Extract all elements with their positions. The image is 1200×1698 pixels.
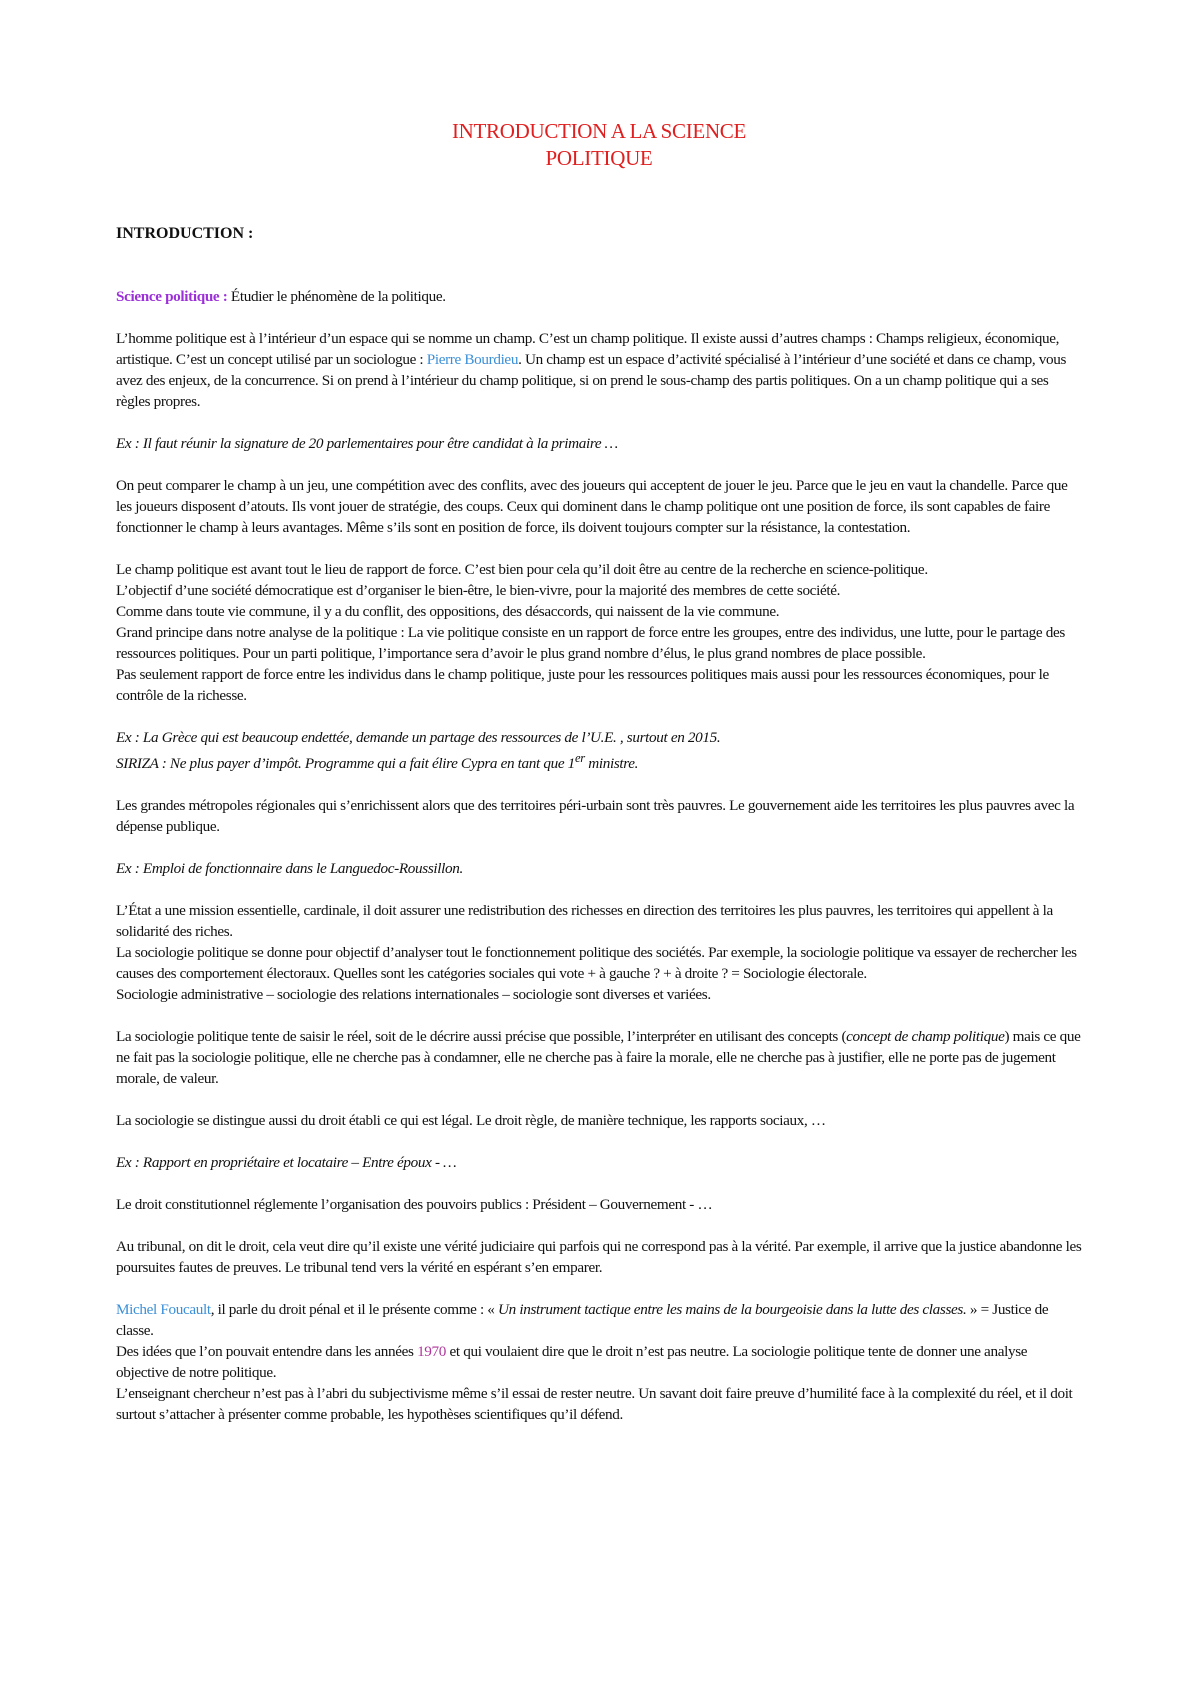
paragraph-line: Comme dans toute vie commune, il y a du conflit, des oppositions, des désaccords, qui naissent de la vie commune.: [116, 603, 780, 620]
paragraph-line: L’objectif d’une société démocratique est d’organiser le bien-être, le bien-vivre, pour la majorité des membres de cette société.: [116, 582, 841, 599]
document-title: [116, 118, 1082, 172]
paragraph-line: La sociologie politique se donne pour objectif d’analyser tout le fonctionnement politique des sociétés. Par exemple, la sociologie politique va essayer de rechercher les causes des comportement électoraux. Quelles sont les catégories sociales qui vote + à gauche ? + à droite ? = Sociologie électorale.: [116, 944, 1077, 983]
example-grece: [116, 727, 1082, 774]
definition-text: Étudier le phénomène de la politique.: [227, 288, 446, 305]
italic-concept: concept de champ politique: [846, 1028, 1005, 1046]
example-line: [116, 748, 1082, 774]
constitutionnel-paragraph: Le droit constitutionnel réglemente l’organisation des pouvoirs publics : Président – Gouvernement - …: [116, 1196, 713, 1214]
text-run: SIRIZA : Ne plus payer d’impôt. Programme qui a fait élire Cypra en tant que 1: [116, 755, 575, 773]
rapport-force-block: [116, 559, 1082, 706]
text-run: » = Justice de classe.: [116, 1301, 1049, 1340]
example-primaire: Ex : Il faut réunir la signature de 20 parlementaires pour être candidat à la primaire …: [116, 435, 618, 452]
text-run: Des idées que l’on pouvait entendre dans les années: [116, 1343, 418, 1361]
foucault-block: [116, 1299, 1082, 1425]
paragraph-line: Le champ politique est avant tout le lieu de rapport de force. C’est bien pour cela qu’il doit être au centre de la recherche en science-politique.: [116, 561, 928, 578]
paragraph-line: Pas seulement rapport de force entre les individus dans le champ politique, juste pour les ressources politiques mais aussi pour les ressources économiques, pour le contrôle de la richesse.: [116, 666, 1049, 704]
example-line: Ex : La Grèce qui est beaucoup endettée, demande un partage des ressources de l’U.E. , surtout en 2015.: [116, 729, 721, 746]
definition-paragraph: [116, 286, 1082, 307]
etat-block: [116, 900, 1082, 1005]
reel-paragraph: [116, 1026, 1082, 1089]
paragraph-line: [116, 1299, 1082, 1341]
defined-term: Science politique :: [116, 288, 228, 305]
text-run: ministre.: [584, 755, 639, 773]
text-run: . Un champ est un espace d’activité spécialisé à l’intérieur d’une société et dans ce champ, vous avez des enjeux, de la concurrence. Si on prend à l’intérieur du champ politique, si on prend le sous-champ des partis politiques. On a un champ politique qui a ses règles propres.: [116, 351, 1067, 410]
champ-paragraph: [116, 328, 1082, 412]
droit-paragraph: La sociologie se distingue aussi du droit établi ce qui est légal. Le droit règle, de manière technique, les rapports sociaux, …: [116, 1112, 826, 1130]
paragraph-line: L’enseignant chercheur n’est pas à l’abri du subjectivisme même s’il essai de rester neutre. Un savant doit faire preuve d’humilité face à la complexité du réel, et il doit surtout s’attacher à présenter comme probable, les hypothèses scientifiques qu’il défend.: [116, 1385, 1073, 1424]
text-run: ) mais ce que ne fait pas la sociologie politique, elle ne cherche pas à condamner, elle ne cherche pas à faire la morale, elle ne cherche pas à justifier, elle ne porte pas de jugement morale, de valeur.: [116, 1028, 1081, 1088]
text-run: et qui voulaient dire que le droit n’est pas neutre. La sociologie politique tente de donner une analyse objective de notre politique.: [116, 1343, 1028, 1382]
text-run: , il parle du droit pénal et il le présente comme : «: [210, 1301, 499, 1319]
paragraph-line: L’État a une mission essentielle, cardinale, il doit assurer une redistribution des richesses en direction des territoires les plus pauvres, les territoires qui appellent à la solidarité des riches.: [116, 902, 1053, 941]
paragraph-line: [116, 1341, 1082, 1383]
metropoles-paragraph: Les grandes métropoles régionales qui s’enrichissent alors que des territoires péri-urbain sont très pauvres. Le gouvernement aide les territoires les plus pauvres avec la dépense publique.: [116, 797, 1075, 836]
title-line-2: POLITIQUE: [545, 146, 653, 170]
document-body: [116, 286, 1082, 1425]
author-name-bourdieu: Pierre Bourdieu: [426, 351, 519, 368]
paragraph-line: Grand principe dans notre analyse de la politique : La vie politique consiste en un rapport de force entre les groupes, entre des individus, une lutte, pour le partage des ressources politiques. Pour un parti politique, l’importance sera d’avoir le plus grand nombre d’élus, le plus grand nombres de place possible.: [116, 624, 1065, 662]
year-highlight: 1970: [417, 1343, 447, 1361]
title-line-1: INTRODUCTION A LA SCIENCE: [451, 119, 747, 143]
text-run: La sociologie politique tente de saisir le réel, soit de le décrire aussi précise que possible, l’interpréter en utilisant des concepts (: [116, 1028, 847, 1046]
paragraph-line: Sociologie administrative – sociologie des relations internationales – sociologie sont diverses et variées.: [116, 986, 711, 1004]
jeu-paragraph: On peut comparer le champ à un jeu, une compétition avec des conflits, avec des joueurs qui acceptent de jouer le jeu. Parce que le jeu en vaut la chandelle. Parce que les joueurs disposent d’atouts. Ils vont jouer de stratégie, des coups. Ceux qui dominent dans le champ politique ont une position de force, ils sont capables de faire fonctionner le champ à leurs avantages. Même s’ils sont en position de force, ils doivent toujours compter sur la résistance, la contestation.: [116, 477, 1068, 536]
author-name-foucault: Michel Foucault: [116, 1301, 211, 1319]
text-run: L’homme politique est à l’intérieur d’un espace qui se nomme un champ. C’est un champ politique. Il existe aussi d’autres champs : Champs religieux, économique, artistique. C’est un concept utilisé par un sociologue :: [116, 330, 1060, 368]
superscript: er: [574, 751, 585, 765]
example-proprietaire: Ex : Rapport en propriétaire et locataire – Entre époux - …: [116, 1154, 457, 1172]
example-languedoc: Ex : Emploi de fonctionnaire dans le Languedoc-Roussillon.: [116, 860, 463, 878]
quote-text: Un instrument tactique entre les mains de la bourgeoisie dans la lutte des classes.: [498, 1301, 967, 1319]
tribunal-paragraph: Au tribunal, on dit le droit, cela veut dire qu’il existe une vérité judiciaire qui parfois qui ne correspond pas à la vérité. Par exemple, il arrive que la justice abandonne les poursuites fautes de preuves. Le tribunal tend vers la vérité en espérant s’en emparer.: [116, 1238, 1082, 1277]
section-heading: INTRODUCTION :: [116, 225, 254, 242]
